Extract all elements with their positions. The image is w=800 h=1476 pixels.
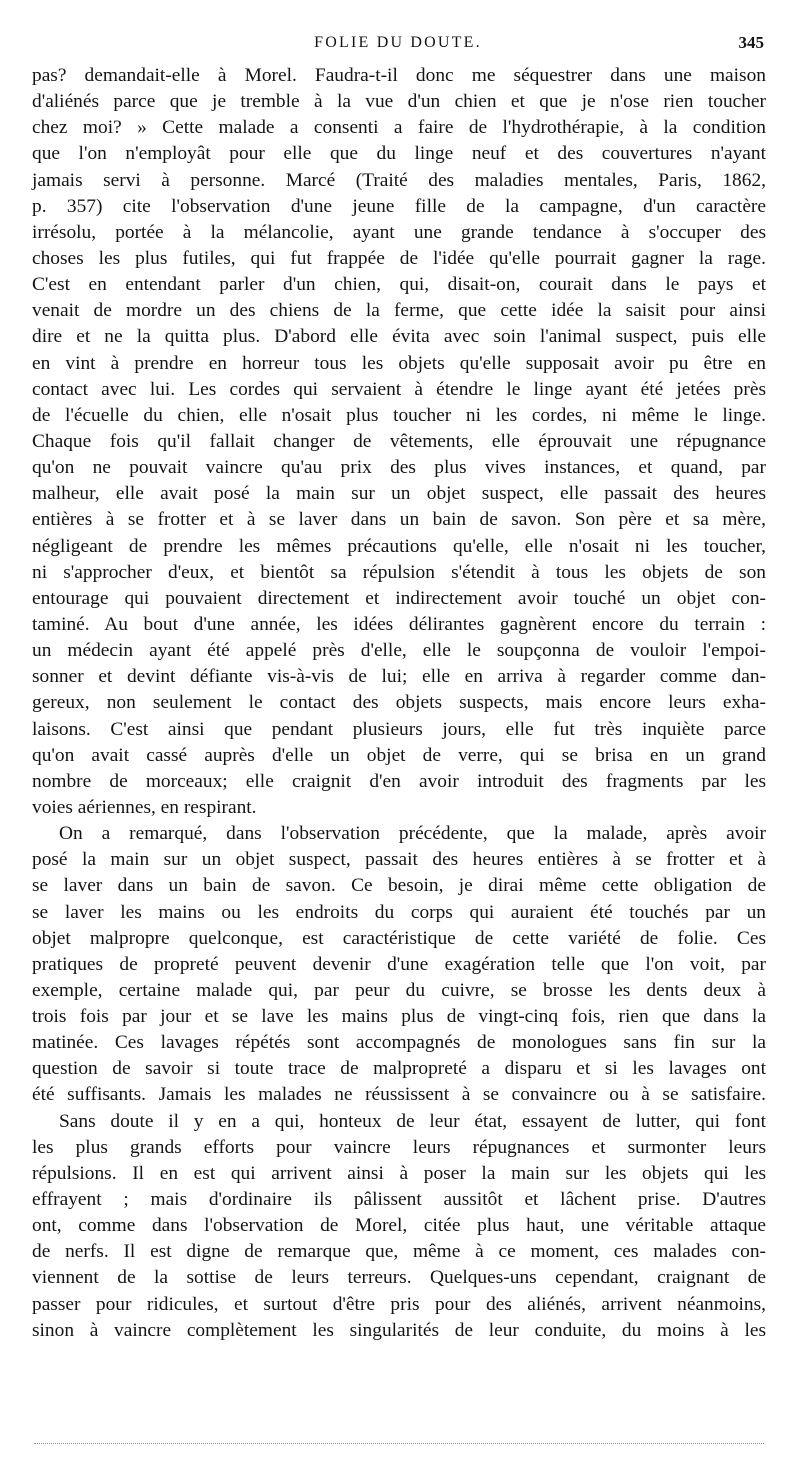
text-line: se laver dans un bain de savon. Ce besoin, je dirai même cette obligation de bbox=[32, 875, 766, 897]
text-line: choses les plus futiles, qui fut frappée de l'idée qu'elle pourrait gagner la rage. bbox=[32, 247, 766, 269]
text-line: en vint à prendre en horreur tous les objets qu'elle supposait avoir pu être en bbox=[32, 352, 766, 374]
text-line: dire et ne la quitta plus. D'abord elle évita avec soin l'animal suspect, puis elle bbox=[32, 326, 766, 348]
page-header bbox=[32, 33, 764, 57]
text-line: posé la main sur un objet suspect, passait des heures entières à se frotter et à bbox=[32, 849, 766, 871]
text-line: sonner et devint défiante vis-à-vis de lui; elle en arriva à regarder comme dan- bbox=[32, 666, 766, 688]
text-line: que l'on n'employât pour elle que du linge neuf et des couvertures n'ayant bbox=[32, 143, 766, 165]
text-line: un médecin ayant été appelé près d'elle, elle le soupçonna de vouloir l'empoi- bbox=[32, 640, 766, 662]
text-line: trois fois par jour et se lave les mains plus de vingt-cinq fois, rien que dans la bbox=[32, 1006, 766, 1028]
paragraph-end-line: voies aériennes, en respirant. bbox=[32, 796, 257, 818]
text-line: se laver les mains ou les endroits du corps qui auraient été touchés par un bbox=[32, 901, 766, 923]
text-line: taminé. Au bout d'une année, les idées délirantes gagnèrent encore du terrain : bbox=[32, 613, 766, 635]
text-line: les plus grands efforts pour vaincre leurs répugnances et surmonter leurs bbox=[32, 1136, 766, 1158]
footer-rule bbox=[34, 1443, 764, 1444]
text-line: ont, comme dans l'observation de Morel, citée plus haut, une véritable attaque bbox=[32, 1215, 766, 1237]
text-line: p. 357) cite l'observation d'une jeune fille de la campagne, d'un caractère bbox=[32, 195, 766, 217]
text-line: pratiques de propreté peuvent devenir d'une exagération telle que l'on voit, par bbox=[32, 953, 766, 975]
text-line: matinée. Ces lavages répétés sont accompagnés de monologues sans fin sur la bbox=[32, 1032, 766, 1054]
text-line: effrayent ; mais d'ordinaire ils pâlissent aussitôt et lâchent prise. D'autres bbox=[32, 1189, 766, 1211]
text-line: irrésolu, portée à la mélancolie, ayant une grande tendance à s'occuper des bbox=[32, 221, 766, 243]
text-line: jamais servi à personne. Marcé (Traité des maladies mentales, Paris, 1862, bbox=[32, 169, 766, 191]
text-line: ni s'approcher d'eux, et bientôt sa répulsion s'étendit à tous les objets de son bbox=[32, 561, 766, 583]
text-line: entières à se frotter et à se laver dans un bain de savon. Son père et sa mère, bbox=[32, 509, 766, 531]
text-line: chez moi? » Cette malade a consenti a faire de l'hydrothérapie, à la condition bbox=[32, 117, 766, 139]
text-line: objet malpropre quelconque, est caractéristique de cette variété de folie. Ces bbox=[32, 927, 766, 949]
text-line: gereux, non seulement le contact des objets suspects, mais encore leurs exha- bbox=[32, 692, 766, 714]
text-line: sinon à vaincre complètement les singularités de leur conduite, du moins à les bbox=[32, 1319, 766, 1341]
text-line: répulsions. Il en est qui arrivent ainsi à poser la main sur les objets qui les bbox=[32, 1162, 766, 1184]
text-line: nombre de morceaux; elle craignit d'en avoir introduit des fragments par les bbox=[32, 770, 766, 792]
text-line: question de savoir si toute trace de malpropreté a disparu et si les lavages ont bbox=[32, 1058, 766, 1080]
text-line: pas? demandait-elle à Morel. Faudra-t-il donc me séquestrer dans une maison bbox=[32, 65, 766, 86]
body-text bbox=[32, 63, 766, 1344]
text-line: venait de mordre un des chiens de la ferme, que cette idée la saisit pour ainsi bbox=[32, 300, 766, 322]
text-line: laisons. C'est ainsi que pendant plusieurs jours, elle fut très inquiète parce bbox=[32, 718, 766, 740]
text-line: C'est en entendant parler d'un chien, qui, disait-on, courait dans le pays et bbox=[32, 274, 766, 296]
paragraph-start-line: On a remarqué, dans l'observation précédente, que la malade, après avoir bbox=[59, 823, 766, 845]
text-line: de nerfs. Il est digne de remarque que, même à ce moment, ces malades con- bbox=[32, 1241, 766, 1263]
text-line: exemple, certaine malade qui, par peur du cuivre, se brosse les dents deux à bbox=[32, 979, 766, 1001]
text-line: passer pour ridicules, et surtout d'être pris pour des aliénés, arrivent néanmoins, bbox=[32, 1293, 766, 1315]
page-number: 345 bbox=[738, 33, 764, 52]
text-line: qu'on ne pouvait vaincre qu'au prix des plus vives instances, et quand, par bbox=[32, 457, 766, 479]
text-line: d'aliénés parce que je tremble à la vue d'un chien et que je n'ose rien toucher bbox=[32, 91, 766, 113]
text-line: viennent de la sottise de leurs terreurs. Quelques-uns cependant, craignant de bbox=[32, 1267, 766, 1289]
paragraph-start-line: Sans doute il y en a qui, honteux de leur état, essayent de lutter, qui font bbox=[59, 1110, 766, 1132]
running-title: FOLIE DU DOUTE. bbox=[314, 34, 482, 51]
text-line: entourage qui pouvaient directement et indirectement avoir touché un objet con- bbox=[32, 587, 766, 609]
text-line: qu'on avait cassé auprès d'elle un objet de verre, qui se brisa en un grand bbox=[32, 744, 766, 766]
text-line: Chaque fois qu'il fallait changer de vêtements, elle éprouvait une répugnance bbox=[32, 430, 766, 452]
text-line: contact avec lui. Les cordes qui servaient à étendre le linge ayant été jetées près bbox=[32, 378, 766, 400]
text-line: négligeant de prendre les mêmes précautions qu'elle, elle n'osait ni les toucher, bbox=[32, 535, 766, 557]
text-line: de l'écuelle du chien, elle n'osait plus toucher ni les cordes, ni même le linge. bbox=[32, 404, 766, 426]
text-line: malheur, elle avait posé la main sur un objet suspect, elle passait des heures bbox=[32, 483, 766, 505]
paragraph-end-line: été suffisants. Jamais les malades ne réussissent à se convaincre ou à se satisfaire. bbox=[32, 1084, 766, 1106]
